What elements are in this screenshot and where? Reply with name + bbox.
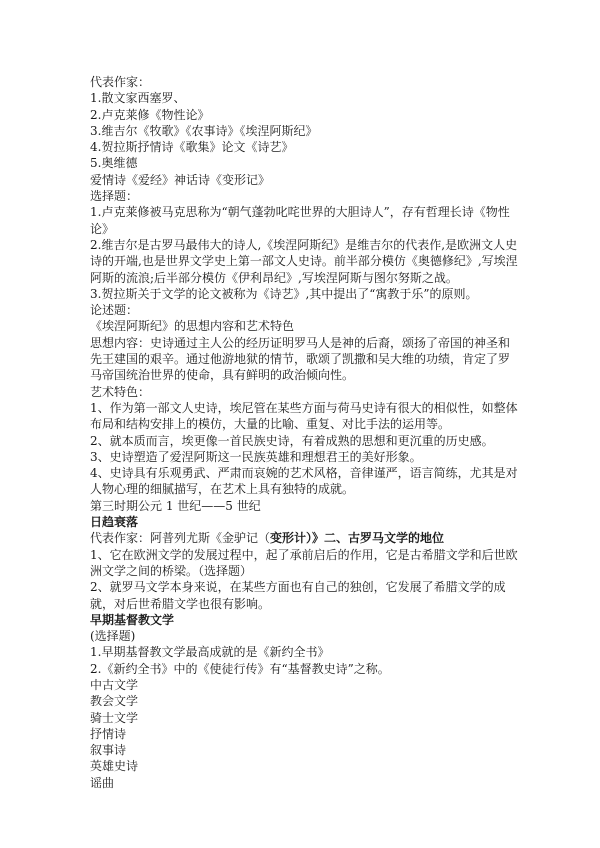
author-item: 5.奥维德: [90, 156, 138, 171]
early-christian-heading: 早期基督教文学: [90, 612, 175, 627]
list-item: 抒情诗: [90, 726, 127, 741]
art-point-4: 4、史诗具有乐观勇武、严肃而哀婉的艺术风格，音律谨严，语言简练，尤其是对人物心理的细腻描写，在艺术上具有独特的成就。: [90, 466, 518, 497]
status-point-1: 1、它在欧洲文学的发展过程中，起了承前启后的作用，它是古希腊文学和后世欧洲文学之间的桥梁。（选择题）: [90, 547, 518, 578]
choice-question-1: 1.卢克莱修被马克思称为“朝气蓬勃叱咤世界的大胆诗人”，存有哲理长诗《物性论》: [90, 205, 510, 236]
essay-title: 《埃涅阿斯纪》的思想内容和艺术特色: [90, 319, 295, 334]
author-item: 2.卢克莱修《物性论》: [90, 107, 210, 122]
rep-suffix: ）》二、古罗马文学的地位: [306, 531, 445, 546]
author-item: 1.散文家西塞罗、: [90, 91, 186, 106]
art-point-2: 2、就本质而言，埃更像一首民族史诗，有着成熟的思想和更沉重的历史感。: [90, 433, 494, 448]
author-item: 4.贺拉斯抒情诗《歌集》论文《诗艺》: [90, 140, 294, 155]
list-item: 中古文学: [90, 677, 139, 692]
essay-content: 思想内容：史诗通过主人公的经历证明罗马人是神的后裔，颂扬了帝国的神圣和先王建国的艰辛。通过他游地狱的情节，歌颂了凯撒和吴大维的功绩，肯定了罗马帝国统治世界的使命，具有鲜明的政治倾向性。: [90, 335, 511, 383]
rep-prefix: 代表作家：阿普列尤斯《金驴记（: [90, 531, 271, 546]
list-item: 教会文学: [90, 694, 139, 709]
choice-question-2: 2.维吉尔是古罗马最伟大的诗人,《埃涅阿斯纪》是维吉尔的代表作,是欧洲文人史诗的开端,也是世界文学史上第一部文人史诗。前半部分模仿《奥德修纪》,写埃涅阿斯的流浪;后半部分模仿《伊利昂纪》,写埃涅阿斯与图尔努斯之战。: [90, 237, 518, 285]
art-label: 艺术特色：: [90, 384, 151, 399]
period-heading: 第三时期公元 1 世纪——5 世纪: [90, 498, 261, 513]
list-item: 骑士文学: [90, 710, 139, 725]
status-point-2: 2、就罗马文学本身来说，在某些方面也有自己的独创，它发展了希腊文学的成就，对后世希腊文学也很有影响。: [90, 580, 506, 611]
section-label: 代表作家：: [90, 75, 151, 89]
decline-heading: 日趋衰落: [90, 515, 139, 530]
essay-label: 论述题：: [90, 303, 139, 318]
list-item: 英雄史诗: [90, 759, 139, 774]
author-item: 3.维吉尔《牧歌》《农事诗》《埃涅阿斯纪》: [90, 123, 318, 138]
early-question-2: 2.《新约全书》中的《使徒行传》有“基督教史诗”之称。: [90, 661, 390, 676]
choice-question-3: 3.贺拉斯关于文学的论文被称为《诗艺》,其中提出了“寓教于乐”的原则。: [90, 286, 478, 301]
art-point-1: 1、作为第一部文人史诗，埃尼管在某些方面与荷马史诗有很大的相似性，如整体布局和结构安排上的模仿，大量的比喻、重复、对比手法的运用等。: [90, 400, 518, 432]
list-item: 谣曲: [90, 775, 115, 790]
choice-label: 选择题：: [90, 189, 139, 204]
early-choice-label: (选择题): [90, 629, 136, 644]
list-item: 叙事诗: [90, 743, 127, 758]
representative-line: [90, 530, 520, 546]
early-question-1: 1.早期基督教文学最高成就的是《新约全书》: [90, 645, 330, 660]
art-point-3: 3、史诗塑造了爱涅阿斯这一民族英雄和理想君王的美好形象。: [90, 449, 422, 464]
rep-bold: 变形计: [270, 531, 307, 546]
author-item: 爱情诗《爱经》神话诗《变形记》: [90, 172, 271, 187]
